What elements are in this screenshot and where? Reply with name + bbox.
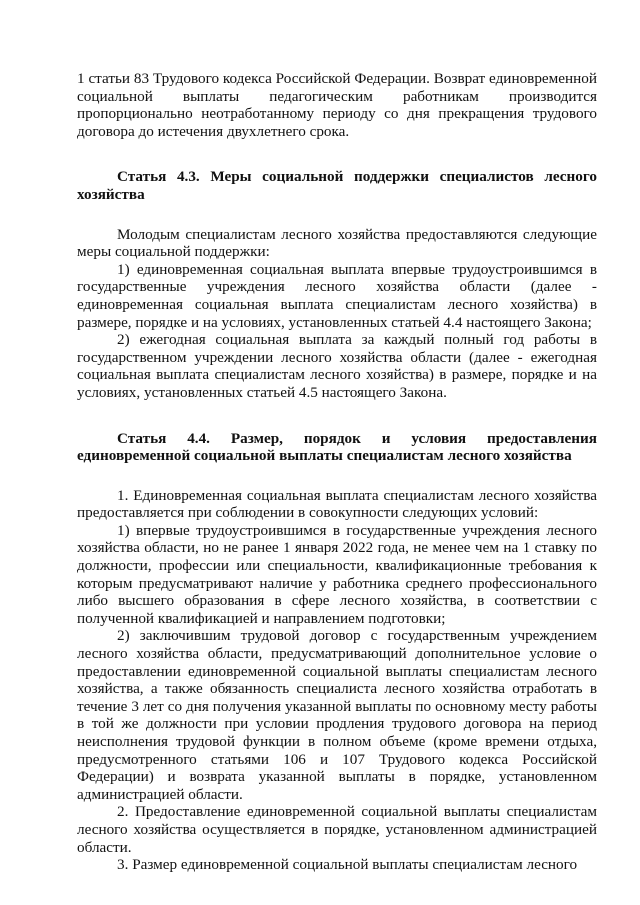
- article-4-3-heading: Статья 4.3. Меры социальной поддержки специалистов лесного хозяйства: [77, 168, 597, 203]
- article-4-4-part-2: 2. Предоставление единовременной социальной выплаты специалистам лесного хозяйства осуществляется в порядке, установленном администрацией области.: [77, 803, 597, 856]
- spacer: [77, 402, 597, 430]
- article-4-4-part-3: 3. Размер единовременной социальной выплаты специалистам лесного: [117, 856, 578, 874]
- article-4-3-paragraph: Молодым специалистам лесного хозяйства предоставляются следующие меры социальной поддержки:: [77, 225, 597, 261]
- article-4-4-heading: Статья 4.4. Размер, порядок и условия предоставления единовременной социальной выплаты специалистам лесного хозяйства: [77, 429, 597, 465]
- document-page: [77, 70, 597, 874]
- spacer: [77, 204, 597, 226]
- article-4-3-item-1: 1) единовременная социальная выплата впервые трудоустроившимся в государственные учреждения лесного хозяйства области (далее - единовременная социальная выплата специалистам лесного хозяйства) в размере, порядке и на условиях, установленных статьей 4.4 настоящего Закона;: [77, 260, 597, 331]
- article-4-4-part-1-item-1: 1) впервые трудоустроившимся в государственные учреждения лесного хозяйства области, но не ранее 1 января 2022 года, не менее чем на 1 ставку по должности, профессии или специальности, квалификационные требования к которым предусматривают наличие у работника среднего профессионального либо высшего образования в сфере лесного хозяйства, в соответствии с полученной квалификацией и направлением подготовки;: [77, 521, 597, 627]
- spacer: [77, 465, 597, 487]
- article-4-3-item-2: 2) ежегодная социальная выплата за каждый полный год работы в государственном учреждении лесного хозяйства области (далее - ежегодная социальная выплата специалистам лесного хозяйства) в размере, порядке и на условиях, установленных статьей 4.5 настоящего Закона.: [77, 331, 597, 401]
- spacer: [77, 140, 597, 168]
- intro-paragraph: 1 статьи 83 Трудового кодекса Российской Федерации. Возврат единовременной социальной выплаты педагогическим работникам производится пропорционально неотработанному периоду со дня прекращения трудового договора до истечения двухлетнего срока.: [77, 70, 597, 140]
- article-4-4-part-1-item-2: 2) заключившим трудовой договор с государственным учреждением лесного хозяйства области, предусматривающий дополнительное условие о предоставлении единовременной социальной выплаты специалистам лесного хозяйства, а также обязанность специалиста лесного хозяйства отработать в течение 3 лет со дня получения указанной выплаты по основному месту работы в той же должности при условии продления трудового договора на период неисполнения трудовой функции в полном объеме (кроме времени отдыха, предусмотренного статьями 106 и 107 Трудового кодекса Российской Федерации) и возврата указанной выплаты в порядке, установленном администрацией области.: [77, 627, 597, 803]
- article-4-4-part-1: 1. Единовременная социальная выплата специалистам лесного хозяйства предоставляется при соблюдении в совокупности следующих условий:: [77, 486, 597, 522]
